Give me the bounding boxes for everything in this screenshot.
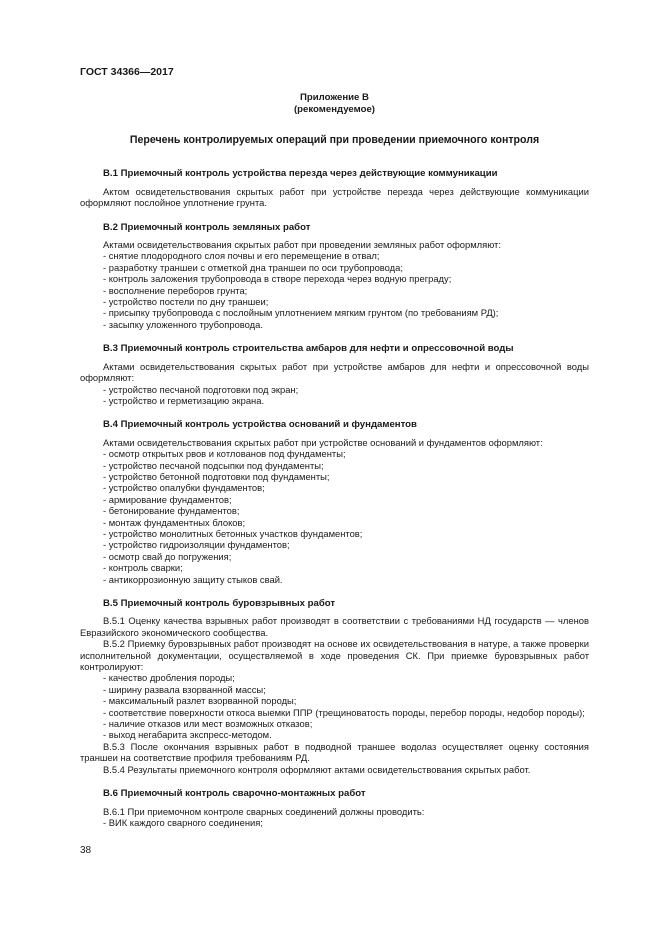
section-paragraph: В.5.2 Приемку буровзрывных работ производят на основе их освидетельствования в натуре, а также проверки исполнительной документации, осуществляемой в ходе проведения СК. При приемке буровзрывных работ контролируют:	[80, 638, 589, 673]
list-item: - устройство песчаной подсыпки под фундаменты;	[103, 459, 324, 471]
bullet-list	[80, 250, 589, 330]
section-paragraph: Актами освидетельствования скрытых работ при проведении земляных работ оформляют:	[103, 239, 501, 251]
section-paragraph: Актами освидетельствования скрытых работ при устройстве амбаров для нефти и опрессовочной воды оформляют:	[80, 360, 589, 384]
section-heading: В.5 Приемочный контроль буровзрывных работ	[103, 598, 336, 609]
list-item: - качество дробления породы;	[103, 672, 235, 684]
section-b4	[80, 419, 589, 585]
list-item: - устройство песчаной подготовки под экран;	[103, 383, 299, 395]
section-paragraph: Актами освидетельствования скрытых работ при устройстве оснований и фундаментов оформляют:	[103, 436, 543, 448]
section-heading: В.1 Приемочный контроль устройства перезда через действующие коммуникации	[103, 168, 498, 180]
section-b1	[80, 168, 589, 208]
list-item: - монтаж фундаментных блоков;	[103, 516, 246, 528]
bullet-list	[80, 817, 589, 828]
page-number: 38	[80, 845, 92, 856]
section-heading: В.2 Приемочный контроль земляных работ	[103, 221, 311, 233]
list-item: - устройство постели по дну траншеи;	[103, 296, 269, 308]
list-item: - ВИК каждого сварного соединения;	[103, 816, 263, 828]
bullet-list	[80, 384, 589, 407]
section-paragraph: В.6.1 При приемочном контроле сварных соединений должны проводить:	[103, 805, 425, 817]
list-item: - устройство бетонной подготовки под фундаменты;	[103, 470, 330, 482]
section-b3	[80, 343, 589, 406]
section-heading: В.3 Приемочный контроль строительства амбаров для нефти и опрессовочной воды	[103, 343, 514, 355]
list-item: - устройство гидроизоляции фундаментов;	[103, 539, 290, 551]
list-item: - засыпку уложенного трубопровода.	[103, 318, 263, 330]
list-item: - соответствие поверхности откоса выемки ППР (трещиноватость породы, перебор породы, недобор породы);	[103, 706, 585, 718]
list-item: - максимальный разлет взорванной породы;	[103, 695, 297, 707]
annex-heading: Перечень контролируемых операций при проведении приемочного контроля	[129, 134, 540, 146]
list-item: - снятие плодородного слоя почвы и его перемещение в отвал;	[103, 250, 380, 262]
list-item: - осмотр открытых рвов и котлованов под фундаменты;	[103, 448, 346, 460]
section-paragraph: В.5.1 Оценку качества взрывных работ производят в соответствии с требованиями НД государств — членов Евразийского экономического сообщества.	[80, 615, 589, 638]
section-paragraph: В.5.4 Результаты приемочного контроля оформляют актами освидетельствования скрытых работ.	[103, 763, 531, 775]
list-item: - антикоррозионную защиту стыков свай.	[103, 573, 283, 585]
section-paragraph: В.5.3 После окончания взрывных работ в подводной траншее водолаз осуществляет оценку состояния траншеи на соответствие профиля требованиям РД.	[80, 740, 589, 764]
list-item: - наличие отказов или мест возможных отказов;	[103, 718, 313, 730]
section-paragraph: Актом освидетельствования скрытых работ при устройстве перезда через действующие коммуникации оформляют послойное уплотнение грунта.	[80, 185, 589, 209]
section-b6	[80, 788, 589, 828]
list-item: - присыпку трубопровода с послойным уплотнением мягким грунтом (по требованиям РД);	[103, 307, 499, 319]
annex-title: Приложение В	[300, 92, 369, 103]
section-heading: В.6 Приемочный контроль сварочно-монтажных работ	[103, 788, 366, 800]
list-item: - устройство монолитных бетонных участков фундаментов;	[103, 527, 363, 539]
list-item: - осмотр свай до погружения;	[103, 550, 232, 562]
document-header: ГОСТ 34366—2017	[80, 66, 174, 78]
list-item: - армирование фундаментов;	[103, 493, 232, 505]
section-b5	[80, 598, 589, 775]
list-item: - ширину развала взорванной массы;	[103, 683, 266, 695]
bullet-list	[80, 672, 589, 740]
section-heading: В.4 Приемочный контроль устройства оснований и фундаментов	[103, 419, 417, 431]
list-item: - выход негабарита экспресс-методом.	[103, 729, 272, 741]
list-item: - бетонирование фундаментов;	[103, 505, 240, 517]
list-item: - контроль заложения трубопровода в створе перехода через водную преграду;	[103, 273, 452, 285]
list-item: - устройство опалубки фундаментов;	[103, 482, 265, 494]
list-item: - контроль сварки;	[103, 562, 183, 574]
list-item: - устройство и герметизацию экрана.	[103, 394, 265, 406]
list-item: - разработку траншеи с отметкой дна траншеи по оси трубопровода;	[103, 261, 403, 273]
section-b2	[80, 222, 589, 331]
document-body	[80, 92, 589, 828]
annex-subtitle: (рекомендуемое)	[293, 103, 375, 115]
list-item: - восполнение переборов грунта;	[103, 284, 248, 296]
bullet-list	[80, 448, 589, 585]
